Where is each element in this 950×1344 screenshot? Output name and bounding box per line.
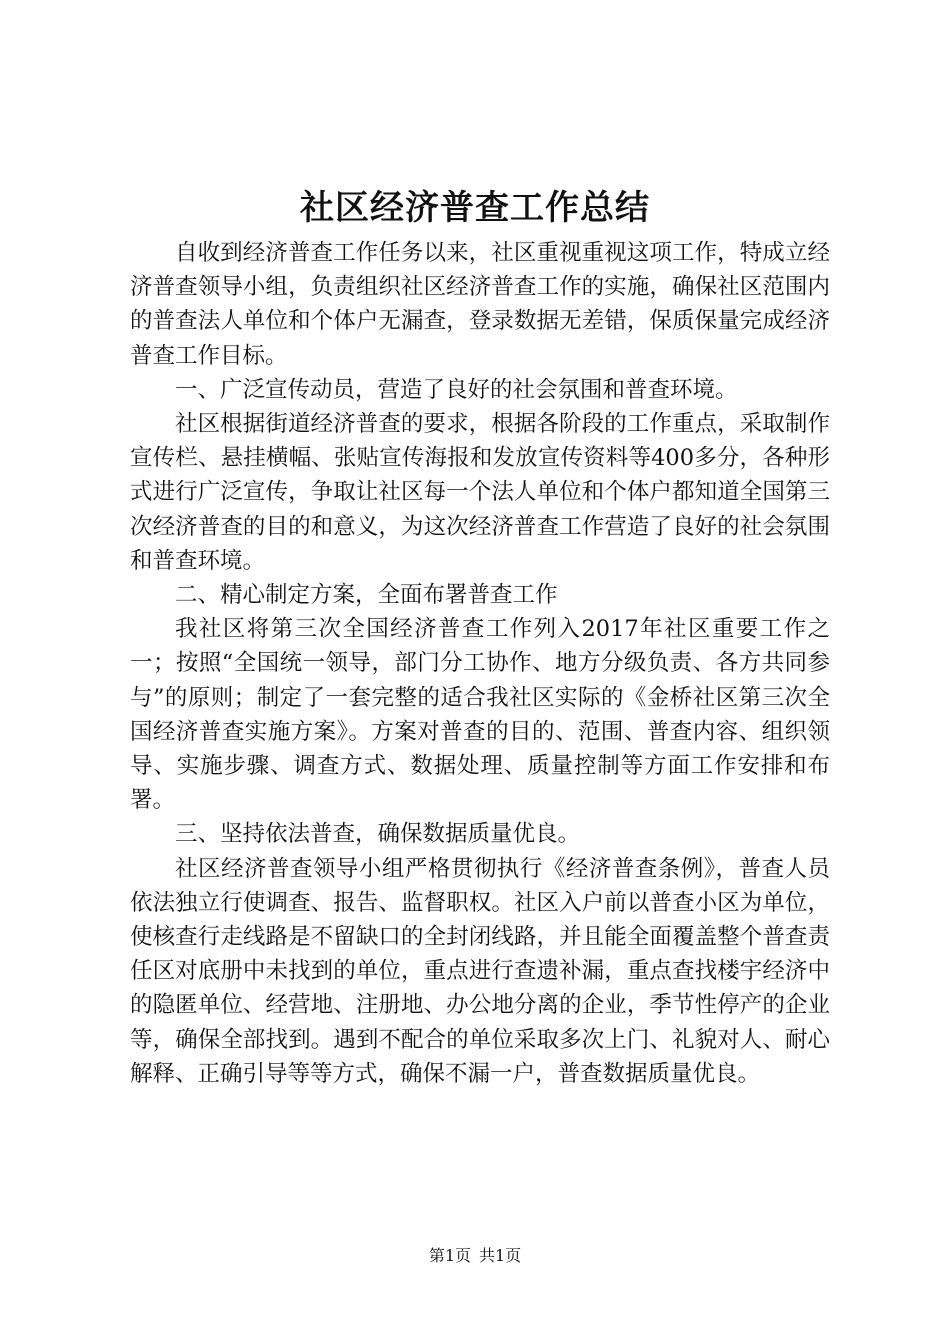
document-title: 社区经济普查工作总结 [300,188,650,228]
document-body [130,236,830,1091]
page-footer [0,1244,950,1268]
section-heading-2: 二、精心制定方案，全面布署普查工作 [175,582,558,609]
paragraph-intro: 自收到经济普查工作任务以来，社区重视重视这项工作，特成立经济普查领导小组，负责组织社区经济普查工作的实施，确保社区范围内的普查法人单位和个体户无漏查，登录数据无差错，保质保量完成经济普查工作目标。 [130,240,830,369]
paragraph-section-1: 社区根据街道经济普查的要求，根据各阶段的工作重点，采取制作宣传栏、悬挂横幅、张贴宣传海报和发放宣传资料等400多分，各种形式进行广泛宣传，争取让社区每一个法人单位和个体户都知道全国第三次经济普查的目的和意义，为这次经济普查工作营造了良好的社会氛围和普查环境。 [130,411,830,574]
page-number: 第1页 [428,1246,471,1265]
paragraph-section-2: 我社区将第三次全国经济普查工作列入2017年社区重要工作之一；按照“全国统一领导，部门分工协作、地方分级负责、各方共同参与”的原则；制定了一套完整的适合我社区实际的《金桥社区第三次全国经济普查实施方案》。方案对普查的目的、范围、普查内容、组织领导、实施步骤、调查方式、数据处理、质量控制等方面工作安排和布署。 [130,616,830,814]
page-total: 共1页 [479,1246,522,1265]
section-heading-1: 一、广泛宣传动员，营造了良好的社会氛围和普查环境。 [175,376,738,403]
paragraph-section-3: 社区经济普查领导小组严格贯彻执行《经济普查条例》，普查人员依法独立行使调查、报告、监督职权。社区入户前以普查小区为单位，使核查行走线路是不留缺口的全封闭线路，并且能全面覆盖整个普查责任区对底册中未找到的单位，重点进行查遗补漏，重点查找楼宇经济中的隐匿单位、经营地、注册地、办公地分离的企业，季节性停产的企业等，确保全部找到。遇到不配合的单位采取多次上门、礼貌对人、耐心解释、正确引导等等方式，确保不漏一户，普查数据质量优良。 [130,855,830,1087]
section-heading-3: 三、坚持依法普查，确保数据质量优良。 [175,821,581,848]
